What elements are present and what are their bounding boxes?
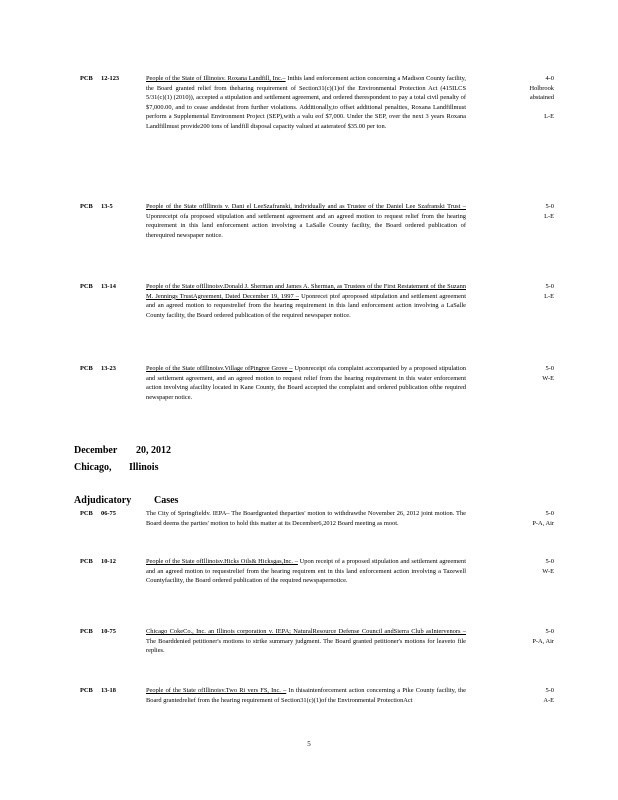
case-text: Inthis land enforcement action concerning a Madison County facility, the Board granted relief from theharing requirement of Section31(c)(1)of the Environmental Protection Act (415ILCS 5/31(c)(1) (2010)), accepted a stipulation and settlement agreement, and ordered therespondent to pay a total civil penalty of $7,000.00, and to cease anddesist from further violations. Additionally,to offset additional penalties, Roxana Landfillmust perform a Supplemental Environment Project (SEP),with a valu eof $7,000. Under the SEP, over the next 3 years Roxana Landfillmust provide200 tons of landfill disposal capacity valued at aaterateof $35.00 per ton. [146, 75, 466, 130]
meeting-location [74, 461, 158, 475]
section-word-2: Cases [154, 495, 179, 506]
page-number: 5 [307, 740, 311, 748]
case-vote: 4-0 Holbrook abstained L-E [529, 75, 554, 121]
case-text: Uponrecei ptof aproposed stipulation and settlement agreement and an agreed motion to requestrelief from the hearing requirement in this land enforcement action involving a LaSalle County facility, the Board ordered publication of the required newspaper notice. [146, 292, 466, 319]
case-text: The City of Springfieldv. IEPA– The Boardgranted theparties' motion to withdrawthe November 26, 2012 joint motion. The Board deems the parties' motion to hold this matter at its December6,2012 Board meeting as moot. [146, 510, 466, 527]
case-caption: People of the State of Illinoisv. Roxana Landfill, Inc.– [146, 75, 286, 82]
case-prefix: PCB [80, 558, 93, 565]
meeting-day-year: 20, 2012 [136, 445, 171, 456]
case-body [146, 282, 466, 320]
case-text: The Boarddenied petitioner's motions to strike summary judgment. The Board granted petitioner's motions for leaveto file replies. [146, 637, 466, 655]
case-vote: 5-0 W-E [542, 365, 554, 382]
case-number: 06-75 [101, 510, 116, 517]
meeting-city: Chicago, [74, 462, 112, 473]
case-number: 13-14 [101, 283, 116, 290]
case-body [146, 509, 466, 528]
meeting-date [74, 444, 171, 458]
case-caption: Chicago CokeCo., Inc. an Illinois corporation v. IEPA; NaturalResource Defense Council andSierra Club asIntervenors – [146, 628, 466, 635]
case-number: 10-75 [101, 628, 116, 635]
case-text: Upon receipt of a proposed stipulation and settlement agreement and an agreed motion to requestrelief from the hearing requirem ent in this land enforcement action involving a Tazewell Countyfacility, the Board ordered publication of the required newspapernotice. [146, 558, 466, 585]
meeting-month: December [74, 445, 118, 456]
case-vote: 5-0 P-A, Air [532, 510, 554, 527]
case-body [146, 627, 466, 656]
meeting-state: Illinois [129, 462, 159, 473]
case-vote: 5-0 L-E [544, 283, 554, 300]
case-caption: People of the State ofIllinoisv.Donald J. Sherman and James A. Sherman, as Trustees of the First Restatement of the Suzann M. Jennings TrustAgreement, Dated December 19, 1997 – [146, 283, 466, 300]
case-prefix: PCB [80, 510, 93, 517]
case-prefix: PCB [80, 687, 93, 694]
case-body [146, 364, 466, 402]
case-vote: 5-0 W-E [542, 558, 554, 575]
case-caption: People of the State ofIllinois v. Dani el LeeSzafranski, individually and as Trustee of the Daniel Lee Szafranski Trust – [146, 203, 466, 210]
case-vote: 5-0 L-E [544, 203, 554, 220]
case-prefix: PCB [80, 203, 93, 210]
case-number: 13-23 [101, 365, 116, 372]
case-text: In thisaintenforcement action concerning a Pike County facility, the Board grantedrelief from the hearing requirement of Section31(c)(1)of the Environmental ProtectionAct [146, 687, 466, 704]
case-number: 10-12 [101, 558, 116, 565]
case-caption: People of the State ofIllinoisv.Two Ri vers FS, Inc. – [146, 687, 287, 694]
section-heading [74, 494, 178, 508]
section-word-1: Adjudicatory [74, 495, 132, 506]
case-body [146, 557, 466, 586]
case-prefix: PCB [80, 283, 93, 290]
case-caption: People of the State ofIllinoisv.Village ofPingree Grove – [146, 365, 293, 372]
case-body [146, 74, 466, 132]
case-vote: 5-0 A-E [543, 687, 554, 704]
case-text: Uponreceipt ofa complaint accompanied by a proposed stipulation and settlement agreement, and an agreed motion to request relief from the hearing requirement in this water enforcement action involving afacility located in Kane County, the Board accepted the complaint and ordered publication ofthe required newspaper notice. [146, 365, 467, 401]
case-number: 13-18 [101, 687, 116, 694]
case-body [146, 686, 466, 705]
case-vote: 5-0 P-A, Air [532, 628, 554, 645]
case-caption: People of the State ofIllinoisv.Hicks Oils& Hicksgas,Inc. – [146, 558, 298, 565]
case-number: 13-5 [101, 203, 113, 210]
case-text: Uponreceipt ofa proposed stipulation and settlement agreement and an agreed motion to request relief from the hearing requirement in this land enforcement action involving a LaSalle County facility, the Board ordered publication of therequired newspaper notice. [146, 212, 466, 239]
case-prefix: PCB [80, 628, 93, 635]
case-prefix: PCB [80, 365, 93, 372]
case-number: 12-123 [101, 75, 120, 82]
case-prefix: PCB [80, 75, 93, 82]
case-body [146, 202, 466, 240]
